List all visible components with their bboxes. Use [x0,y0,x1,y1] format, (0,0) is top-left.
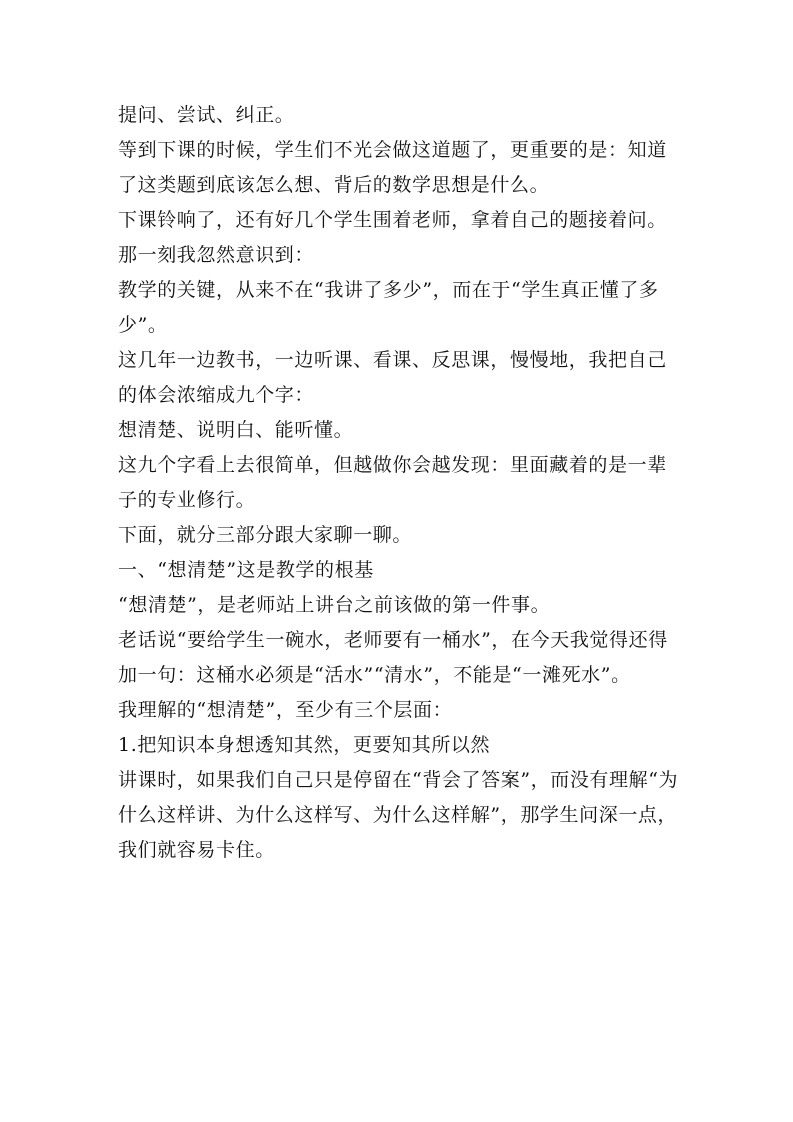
text-line: 加一句：这桶水必须是“活水”“清水”，不能是“一滩死水”。 [118,664,631,686]
text-line: 下面，就分三部分跟大家聊一聊。 [118,524,413,546]
text-line: 这几年一边教书，一边听课、看课、反思课，慢慢地，我把自己 [118,349,667,371]
document-body [118,98,678,868]
text-line: 的体会浓缩成九个字： [118,384,315,406]
text-line: 等到下课的时候，学生们不光会做这道题了，更重要的是：知道 [118,139,667,161]
text-line: 教学的关键，从来不在“我讲了多少”，而在于“学生真正懂了多 [118,279,659,301]
subsection-heading: 1.把知识本身想透知其然，更要知其所以然 [118,734,491,756]
text-line: 这九个字看上去很简单，但越做你会越发现：里面藏着的是一辈 [118,454,667,476]
text-line: 讲课时，如果我们自己只是停留在“背会了答案”，而没有理解“为 [118,769,679,791]
text-line: 我们就容易卡住。 [118,839,275,861]
text-line: 子的专业修行。 [118,489,256,511]
text-line: 我理解的“想清楚”，至少有三个层面： [118,699,453,721]
text-line: 了这类题到底该怎么想、背后的数学思想是什么。 [118,174,550,196]
text-line: 那一刻我忽然意识到： [118,244,315,266]
text-line: 老话说“要给学生一碗水，老师要有一桶水”，在今天我觉得还得 [118,629,668,651]
section-heading: 一、“想清楚”这是教学的根基 [118,559,374,581]
text-line: 下课铃响了，还有好几个学生围着老师，拿着自己的题接着问。 [118,209,667,231]
text-line: 提问、尝试、纠正。 [118,104,295,126]
text-line: 什么这样讲、为什么这样写、为什么这样解”，那学生问深一点， [118,804,678,826]
text-line: 想清楚、说明白、能听懂。 [118,419,354,441]
text-line: 少”。 [118,314,168,336]
text-line: “想清楚”，是老师站上讲台之前该做的第一件事。 [118,594,551,616]
